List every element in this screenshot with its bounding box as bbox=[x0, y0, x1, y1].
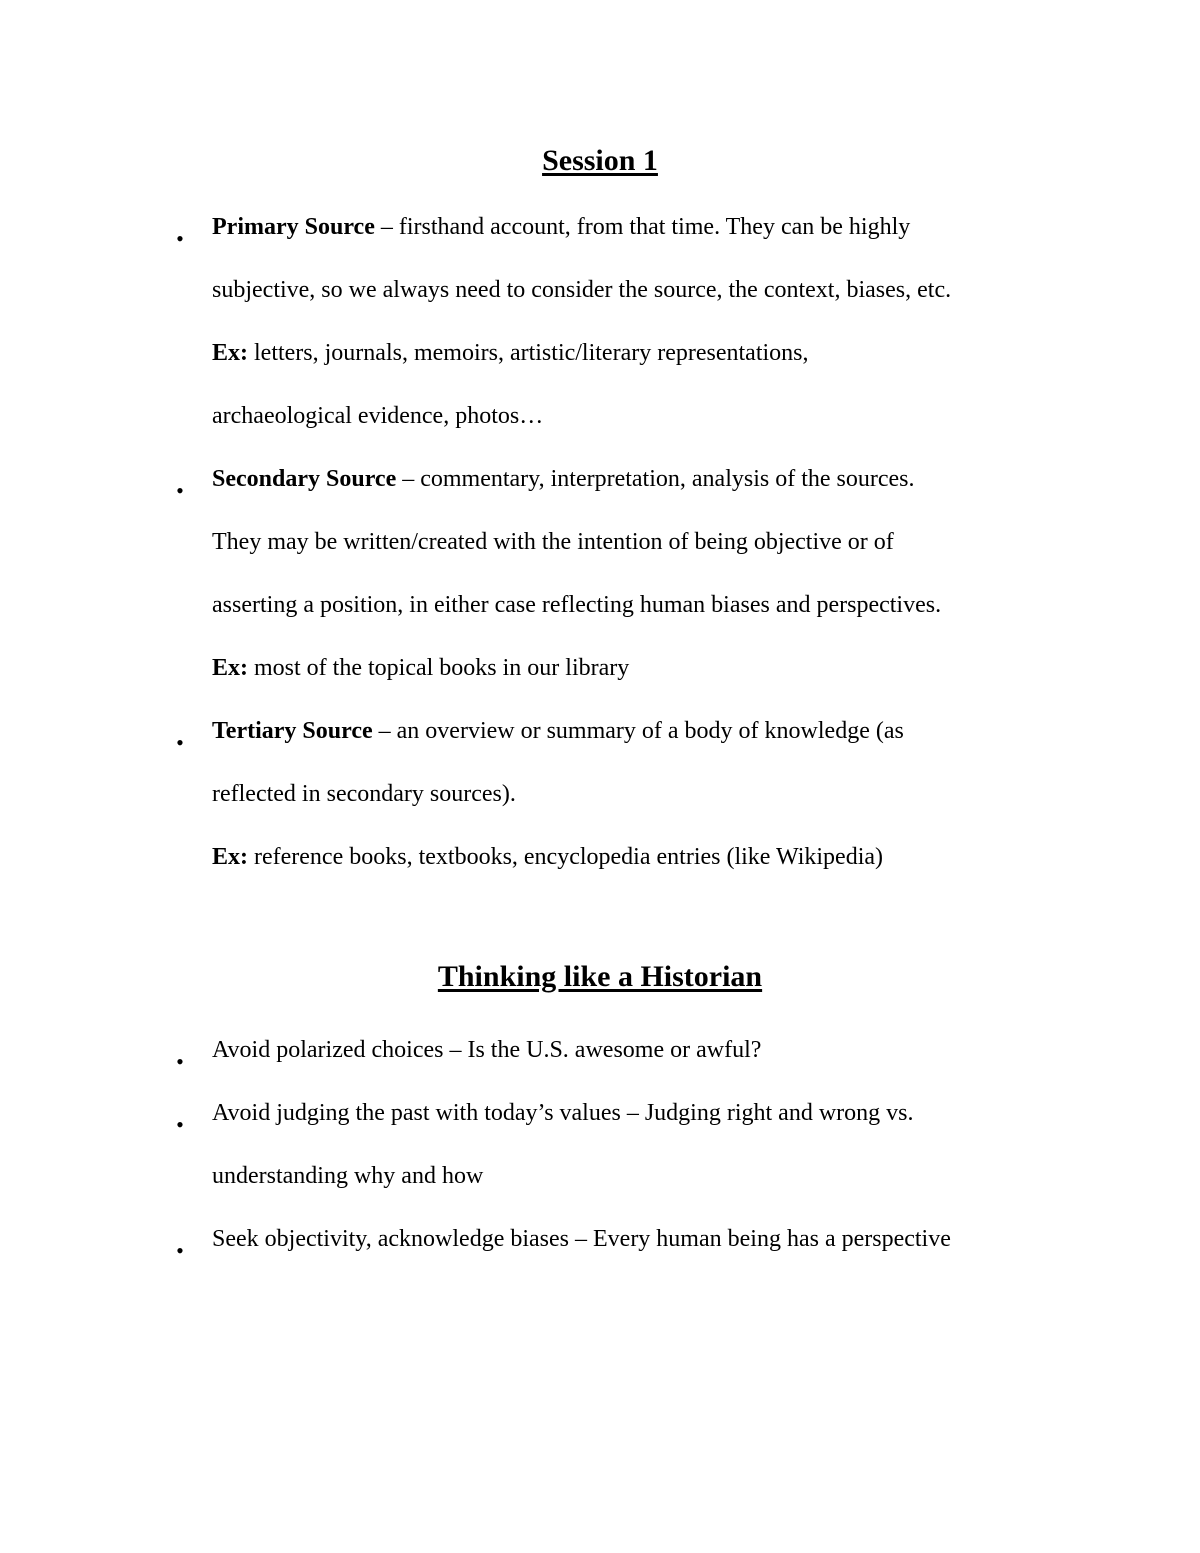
session-1-heading: Session 1 bbox=[542, 144, 658, 177]
example-label: Ex: bbox=[212, 655, 248, 681]
example-text: most of the topical books in our library bbox=[248, 655, 630, 681]
item-line: asserting a position, in either case reflecting human biases and perspectives. bbox=[212, 592, 942, 618]
list-item-secondary-source bbox=[0, 459, 1200, 711]
example-label: Ex: bbox=[212, 844, 248, 870]
item-line bbox=[212, 459, 1080, 522]
item-line bbox=[212, 711, 1080, 774]
term-tertiary-source: Tertiary Source bbox=[212, 718, 373, 744]
example-text: reference books, textbooks, encyclopedia entries (like Wikipedia) bbox=[248, 844, 884, 870]
bullet-icon: • bbox=[176, 1238, 184, 1263]
item-line: They may be written/created with the intention of being objective or of bbox=[212, 529, 894, 555]
example-text: letters, journals, memoirs, artistic/literary representations, bbox=[248, 340, 809, 366]
thinking-like-a-historian-heading: Thinking like a Historian bbox=[437, 960, 763, 993]
item-text: – an overview or summary of a body of knowledge (as bbox=[372, 718, 904, 744]
bullet-icon: • bbox=[176, 478, 184, 503]
bullet-icon: • bbox=[176, 1049, 184, 1074]
bullet-icon: • bbox=[176, 730, 184, 755]
list-item-avoid-polarized bbox=[0, 1030, 1200, 1093]
item-text: – commentary, interpretation, analysis of the sources. bbox=[396, 466, 915, 492]
term-secondary-source: Secondary Source bbox=[212, 466, 397, 492]
item-line: subjective, so we always need to consider the source, the context, biases, etc. bbox=[212, 277, 952, 303]
item-line: Avoid judging the past with today’s values – Judging right and wrong vs. bbox=[212, 1100, 914, 1126]
list-item-primary-source bbox=[0, 207, 1200, 459]
item-line bbox=[212, 648, 1080, 711]
item-line bbox=[212, 207, 1080, 270]
item-line bbox=[212, 837, 1080, 900]
item-line: reflected in secondary sources). bbox=[212, 781, 516, 807]
item-line: archaeological evidence, photos… bbox=[212, 403, 544, 429]
item-line: understanding why and how bbox=[212, 1163, 484, 1189]
list-item-seek-objectivity bbox=[0, 1219, 1200, 1282]
term-primary-source: Primary Source bbox=[212, 214, 375, 240]
example-label: Ex: bbox=[212, 340, 248, 366]
list-item-avoid-judging bbox=[0, 1093, 1200, 1219]
item-line: Avoid polarized choices – Is the U.S. awesome or awful? bbox=[212, 1037, 762, 1063]
historian-tips-list bbox=[0, 1030, 1200, 1282]
list-item-tertiary-source bbox=[0, 711, 1200, 900]
bullet-icon: • bbox=[176, 226, 184, 251]
item-line bbox=[212, 333, 1080, 396]
item-text: – firsthand account, from that time. They can be highly bbox=[374, 214, 911, 240]
bullet-icon: • bbox=[176, 1112, 184, 1137]
item-line: Seek objectivity, acknowledge biases – Every human being has a perspective bbox=[212, 1226, 951, 1252]
source-types-list bbox=[0, 207, 1200, 900]
